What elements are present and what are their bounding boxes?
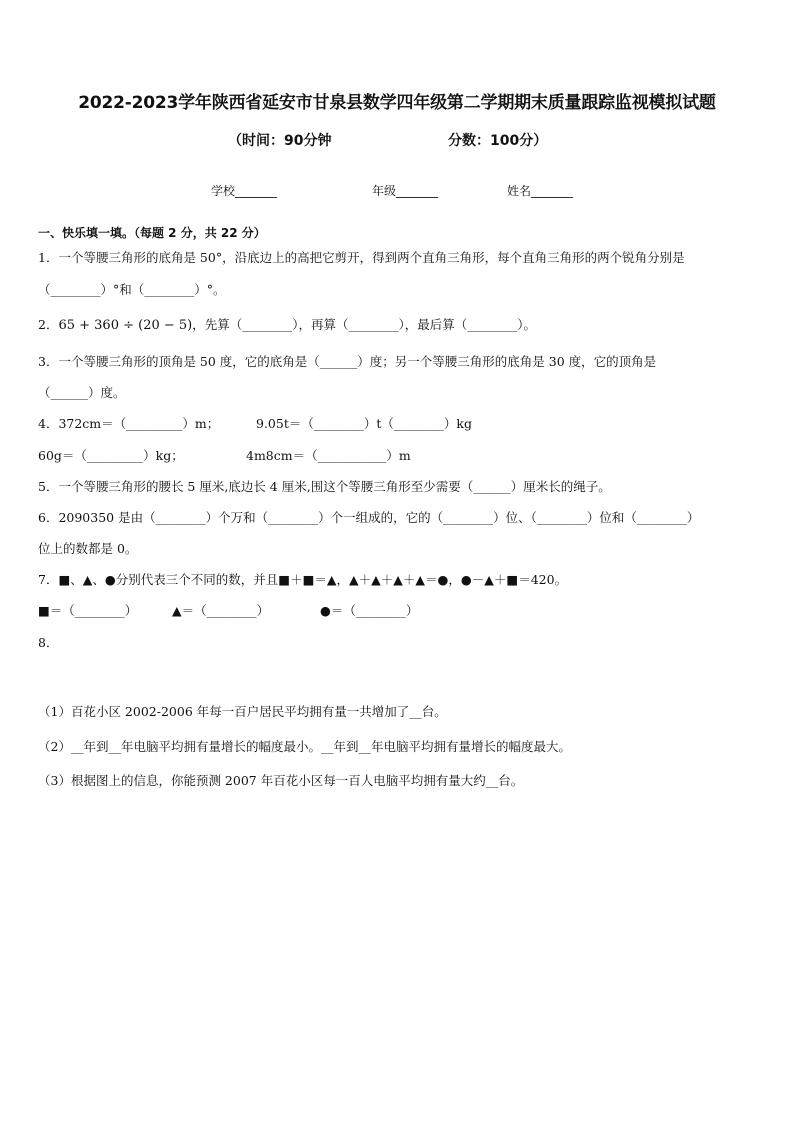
question-7-line-2 — [38, 601, 760, 621]
question-1-line-2: （________）°和（________）°。 — [38, 282, 226, 297]
section-title: 一、快乐填一填。（每题 2 分，共 22 分） — [38, 226, 266, 240]
question-7-circle-answer: ●＝（________） — [320, 603, 419, 618]
question-3-line-2: （______）度。 — [38, 385, 126, 400]
question-7-line-1: 7．■、▲、●分别代表三个不同的数，并且■＋■＝▲，▲＋▲＋▲＋▲＝●，●－▲＋■＝420。 — [38, 572, 568, 587]
question-4-a: 4．372cm＝（_________）m； — [38, 416, 220, 431]
question-4-row-1 — [38, 414, 760, 434]
school-field: 学校_______ — [211, 184, 278, 198]
question-4-row-2 — [38, 446, 760, 466]
question-1-line-1: 1．一个等腰三角形的底角是 50°，沿底边上的高把它剪开，得到两个直角三角形，每个直角三角形的两个锐角分别是 — [38, 250, 685, 265]
question-2-number: 2． — [38, 317, 59, 332]
question-5: 5．一个等腰三角形的腰长 5 厘米,底边长 4 厘米,围这个等腰三角形至少需要（______）厘米长的绳子。 — [38, 479, 611, 494]
question-3-line-1: 3．一个等腰三角形的顶角是 50 度，它的底角是（______）度；另一个等腰三角形的底角是 30 度，它的顶角是 — [38, 354, 657, 369]
question-7-square-answer: ■＝（________） — [38, 603, 138, 618]
question-4-c: 60g＝（_________）kg； — [38, 448, 184, 463]
question-7-triangle-answer: ▲＝（________） — [172, 603, 270, 618]
question-8-part-2: （2）__年到__年电脑平均拥有量增长的幅度最小。__年到__年电脑平均拥有量增长的幅度最大。 — [38, 739, 571, 754]
question-6-line-1: 6．2090350 是由（________）个万和（________）个一组成的，它的（________）位、（________）位和（________） — [38, 510, 700, 525]
question-4-b: 9.05t＝（________）t（________）kg — [256, 416, 472, 431]
question-8-part-3: （3）根据图上的信息，你能预测 2007 年百花小区每一百人电脑平均拥有量大约__台。 — [38, 773, 524, 788]
question-2-expression: 65 + 360 ÷ (20 − 5) — [58, 318, 193, 333]
question-8: 8． — [38, 635, 59, 650]
total-score: 分数：100分） — [448, 133, 548, 149]
question-2 — [38, 315, 760, 336]
question-6-line-2: 位上的数都是 0。 — [38, 541, 138, 556]
time-limit: （时间：90分钟 — [228, 133, 332, 149]
question-4-d: 4m8cm＝（___________）m — [246, 448, 411, 463]
question-8-part-1: （1）百花小区 2002-2006 年每一百户居民平均拥有量一共增加了__台。 — [38, 704, 447, 719]
grade-field: 年级_______ — [372, 184, 439, 198]
question-2-text: ，先算（________），再算（________），最后算（________）。 — [192, 317, 537, 332]
name-field: 姓名_______ — [507, 184, 574, 198]
page-title: 2022-2023学年陕西省延安市甘泉县数学四年级第二学期期末质量跟踪监视模拟试题 — [78, 93, 716, 113]
